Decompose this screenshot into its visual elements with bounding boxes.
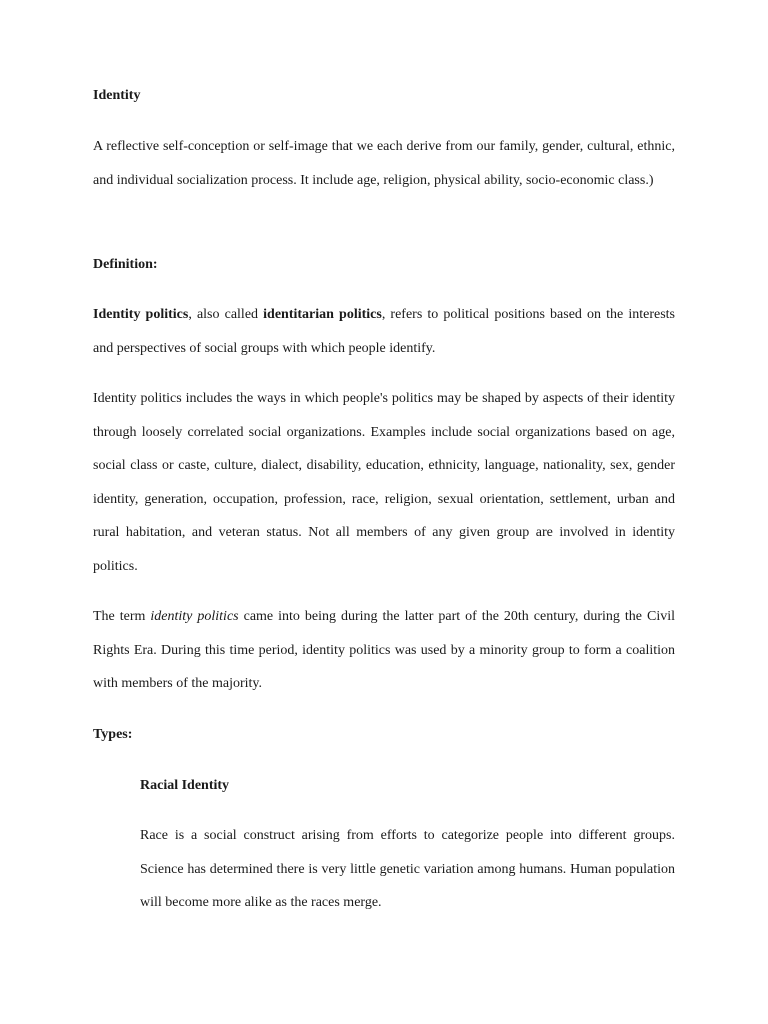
identity-politics-paragraph: Identity politics includes the ways in which people's politics may be shaped by aspects of their identity through loosely correlated social organizations. Examples include social organizations based on age, social class or caste, culture, dialect, disability, education, ethnicity, language, nationality, sex, gender identity, generation, occupation, profession, race, religion, sexual orientation, settlement, urban and rural habitation, and veteran status. Not all members of any given group are involved in identity politics. (93, 391, 675, 574)
definition-text-1: , also called (188, 307, 264, 322)
types-heading: Types: (93, 727, 133, 742)
history-text-2: came into being during the latter part of the 20th century, during the Civil Rights Era. During this time period, identity politics was used by a minority group to form a coalition with members of the majority. (93, 609, 675, 692)
racial-identity-heading: Racial Identity (140, 778, 230, 793)
definition-heading: Definition: (93, 257, 158, 272)
intro-paragraph: A reflective self-conception or self-image that we each derive from our family, gender, cultural, ethnic, and individual socialization process. It include age, religion, physical ability, socio-economic class.) (93, 139, 675, 188)
definition-paragraph (93, 298, 675, 365)
identitarian-politics-term: identitarian politics (263, 307, 382, 322)
identity-politics-term: Identity politics (93, 307, 189, 322)
definition-text-2: , refers to political positions based on the interests and perspectives of social groups with which people identify. (93, 307, 675, 356)
document-title: Identity (93, 88, 141, 103)
identity-politics-italic-term: identity politics (150, 609, 239, 624)
term-history-paragraph (93, 600, 675, 701)
racial-identity-paragraph: Race is a social construct arising from efforts to categorize people into different groups. Science has determined there is very little genetic variation among humans. Human population will become more alike as the races merge. (140, 828, 675, 911)
history-text-1: The term (93, 609, 151, 624)
